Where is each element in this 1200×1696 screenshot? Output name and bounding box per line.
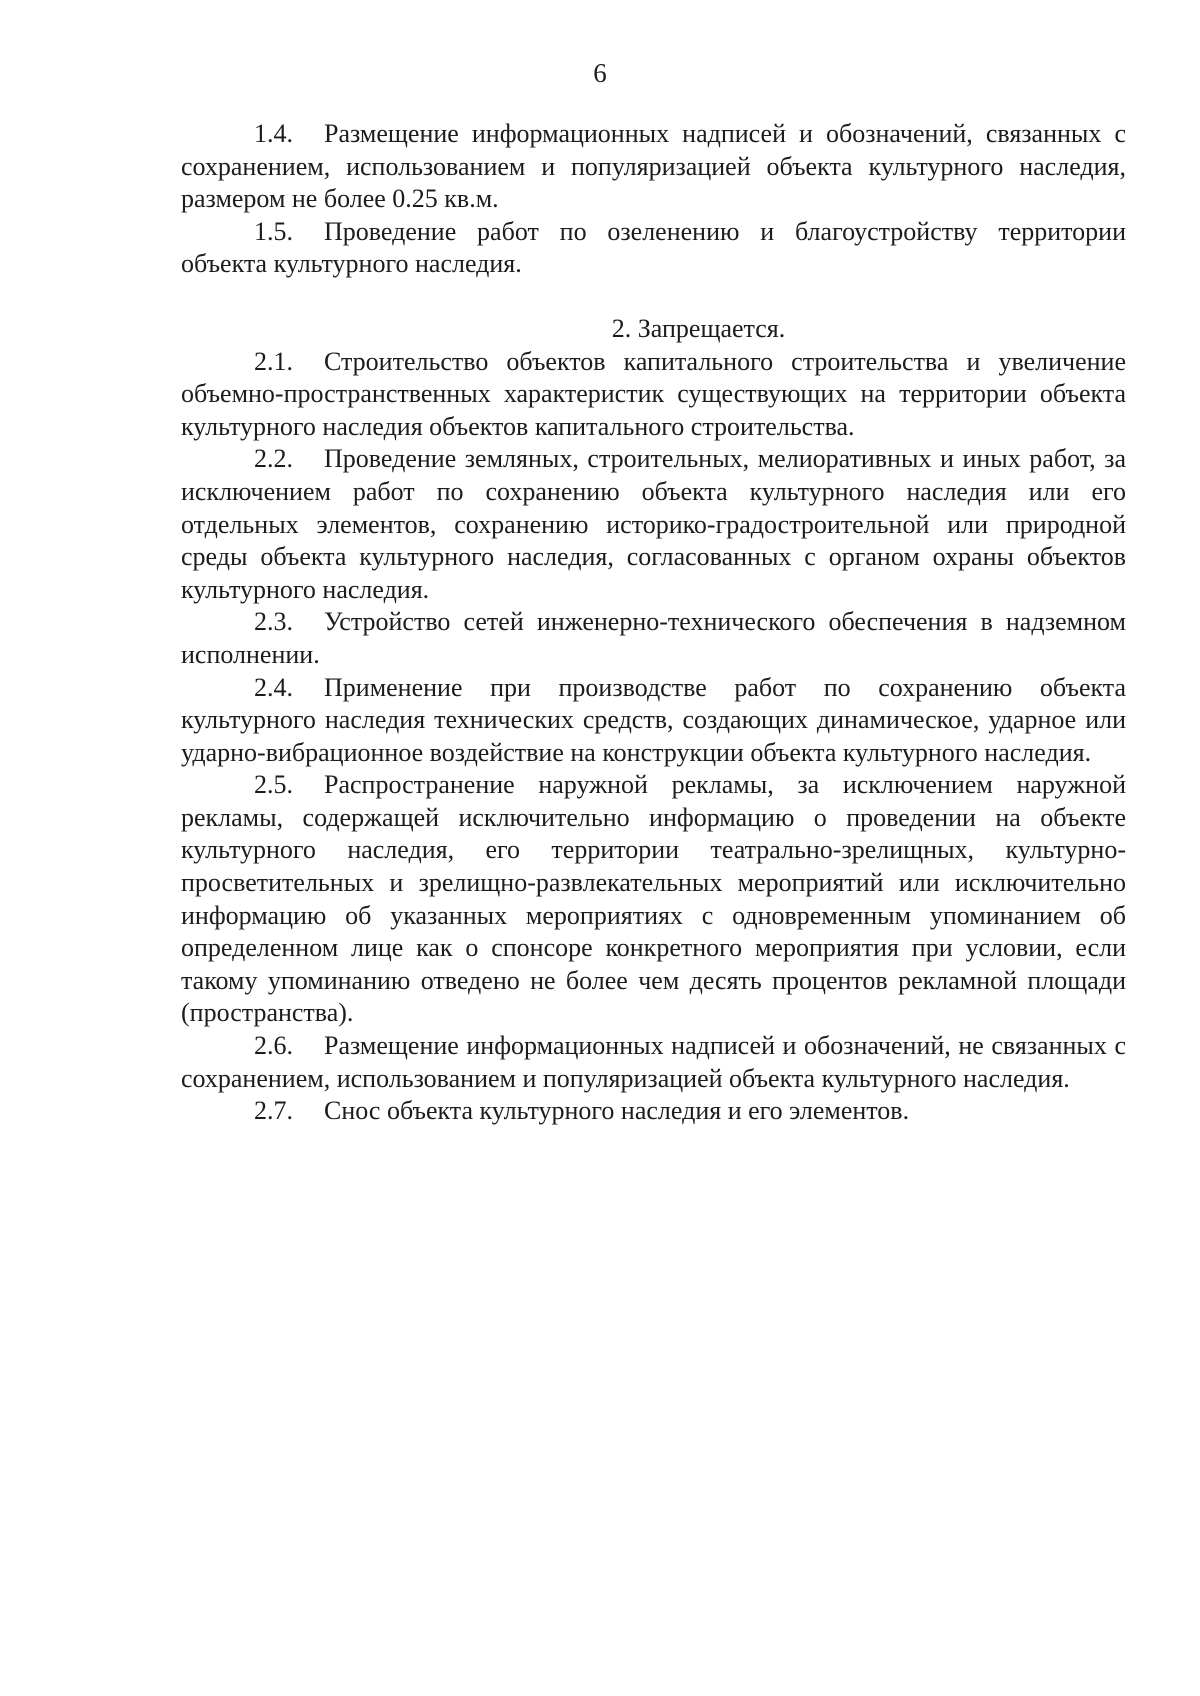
clause-text: Строительство объектов капитального строительства и увеличение объемно-пространственных характеристик существующих на территории объекта культурного наследия объектов капитального строительства. [181, 346, 1126, 441]
clause-number: 2.5. [254, 770, 293, 800]
clause-2-2 [181, 443, 1126, 606]
clause-1-5 [181, 216, 1126, 281]
clause-text: Применение при производстве работ по сохранению объекта культурного наследия технических средств, создающих динамическое, ударное или ударно-вибрационное воздействие на конструкции объекта культурного наследия. [181, 672, 1126, 767]
clause-text: Снос объекта культурного наследия и его элементов. [324, 1096, 910, 1126]
page-number: 6 [593, 58, 607, 88]
clause-2-6 [181, 1030, 1126, 1095]
document-body [181, 118, 1126, 1128]
clause-text: Проведение работ по озеленению и благоустройству территории объекта культурного наследия. [181, 216, 1126, 279]
clause-text: Устройство сетей инженерно-технического обеспечения в надземном исполнении. [181, 607, 1126, 669]
clause-number: 2.3. [254, 607, 293, 637]
clause-2-4 [181, 672, 1126, 770]
clause-text: Распространение наружной рекламы, за исключением наружной рекламы, содержащей исключительно информацию о проведении на объекте культурного наследия, его территории театрально-зрелищных, культурно-просветительных и зрелищно-развлекательных мероприятий или исключительно информацию об указанных мероприятиях с одновременным упоминанием об определенном лице как о спонсоре конкретного мероприятия при условии, если такому упоминанию отведено не более чем десять процентов рекламной площади (пространства). [181, 770, 1126, 1028]
clause-1-4 [181, 118, 1126, 216]
clause-number: 2.7. [254, 1096, 293, 1126]
clause-number: 2.2. [254, 444, 293, 474]
clause-number: 1.5. [254, 216, 293, 246]
clause-text: Размещение информационных надписей и обозначений, не связанных с сохранением, использованием и популяризацией объекта культурного наследия. [181, 1031, 1126, 1093]
clause-number: 2.4. [254, 672, 293, 702]
clause-2-7 [181, 1095, 1126, 1128]
clause-text: Проведение земляных, строительных, мелиоративных и иных работ, за исключением работ по сохранению объекта культурного наследия или его отдельных элементов, сохранению историко-градостроительной или природной среды объекта культурного наследия, согласованных с органом охраны объектов культурного наследия. [181, 444, 1126, 604]
clause-number: 2.1. [254, 346, 293, 376]
clause-2-3 [181, 606, 1126, 671]
clause-2-5 [181, 769, 1126, 1030]
section-2-heading: 2. Запрещается. [611, 313, 786, 343]
clause-text: Размещение информационных надписей и обозначений, связанных с сохранением, использованием и популяризацией объекта культурного наследия, размером не более 0.25 кв.м. [181, 119, 1126, 214]
clause-number: 1.4. [254, 119, 293, 148]
clause-number: 2.6. [254, 1031, 293, 1061]
clause-2-1 [181, 346, 1126, 444]
